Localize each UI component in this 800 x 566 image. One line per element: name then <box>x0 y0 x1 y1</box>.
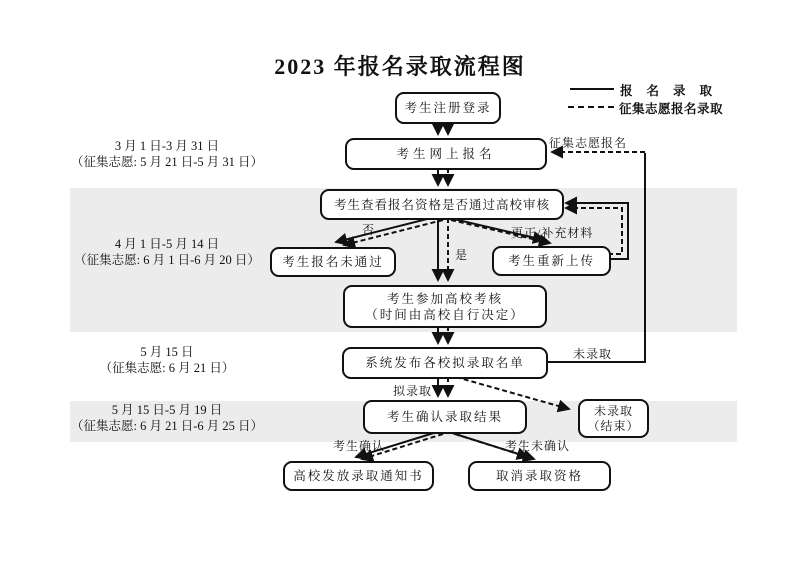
node-label-line2: （时间由高校自行决定） <box>365 307 525 322</box>
date-range: 5 月 15 日-5 月 19 日 <box>111 403 223 417</box>
node-confirm <box>363 400 527 434</box>
edge-check-fail-solid <box>336 217 435 242</box>
node-label: 考生网上报名 <box>396 147 496 161</box>
edge-label-no: 否 <box>362 223 376 237</box>
date-supplement: （征集志愿: 6 月 21 日） <box>99 361 235 375</box>
date-range: 3 月 1 日-3 月 31 日 <box>114 139 220 153</box>
node-check <box>320 189 564 220</box>
edge-check-fail-dashed <box>344 220 443 245</box>
node-label: 考生重新上传 <box>507 254 595 268</box>
edge-label-pre-admitted: 拟录取 <box>393 384 433 398</box>
edge-label-not-confirmed: 考生未确认 <box>505 439 571 453</box>
node-label: 考生参加高校考核 <box>386 291 503 306</box>
page-title: 2023 年报名录取流程图 <box>274 54 526 79</box>
node-label: 取消录取资格 <box>495 469 583 483</box>
edge-label-correct: 更正/补充材料 <box>511 226 594 240</box>
node-apply <box>345 138 547 170</box>
node-not-admitted <box>578 399 649 438</box>
node-label: 未录取 <box>593 403 633 418</box>
node-label-line2: （结束） <box>587 418 640 433</box>
node-cancel <box>468 461 611 491</box>
legend-dashed-label: 征集志愿报名录取 <box>619 102 724 116</box>
node-reupload <box>492 246 611 276</box>
node-label: 考生查看报名资格是否通过高校审核 <box>333 197 550 212</box>
node-label: 高校发放录取通知书 <box>293 469 424 483</box>
node-label: 系统发布各校拟录取名单 <box>365 356 525 370</box>
node-publish <box>342 347 548 379</box>
date-supplement: （征集志愿: 6 月 1 日-6 月 20 日） <box>74 253 260 267</box>
edge-label-not-admitted: 未录取 <box>573 347 613 361</box>
node-register <box>395 92 501 124</box>
node-exam <box>343 285 547 328</box>
edge-label-yes: 是 <box>455 248 469 262</box>
edge-label-confirmed: 考生确认 <box>333 439 386 453</box>
node-label: 考生注册登录 <box>404 101 492 115</box>
legend-solid-label: 报名录取 <box>620 84 727 98</box>
node-fail <box>270 247 396 277</box>
date-range: 5 月 15 日 <box>140 345 194 359</box>
node-label: 考生报名未通过 <box>282 255 384 269</box>
date-supplement: （征集志愿: 5 月 21 日-5 月 31 日） <box>70 155 263 169</box>
date-supplement: （征集志愿: 6 月 21 日-6 月 25 日） <box>70 419 263 433</box>
edge-label-supplement-apply: 征集志愿报名 <box>549 136 628 150</box>
node-label: 考生确认录取结果 <box>386 410 503 424</box>
date-range: 4 月 1 日-5 月 14 日 <box>114 237 220 251</box>
node-notice <box>283 461 434 491</box>
